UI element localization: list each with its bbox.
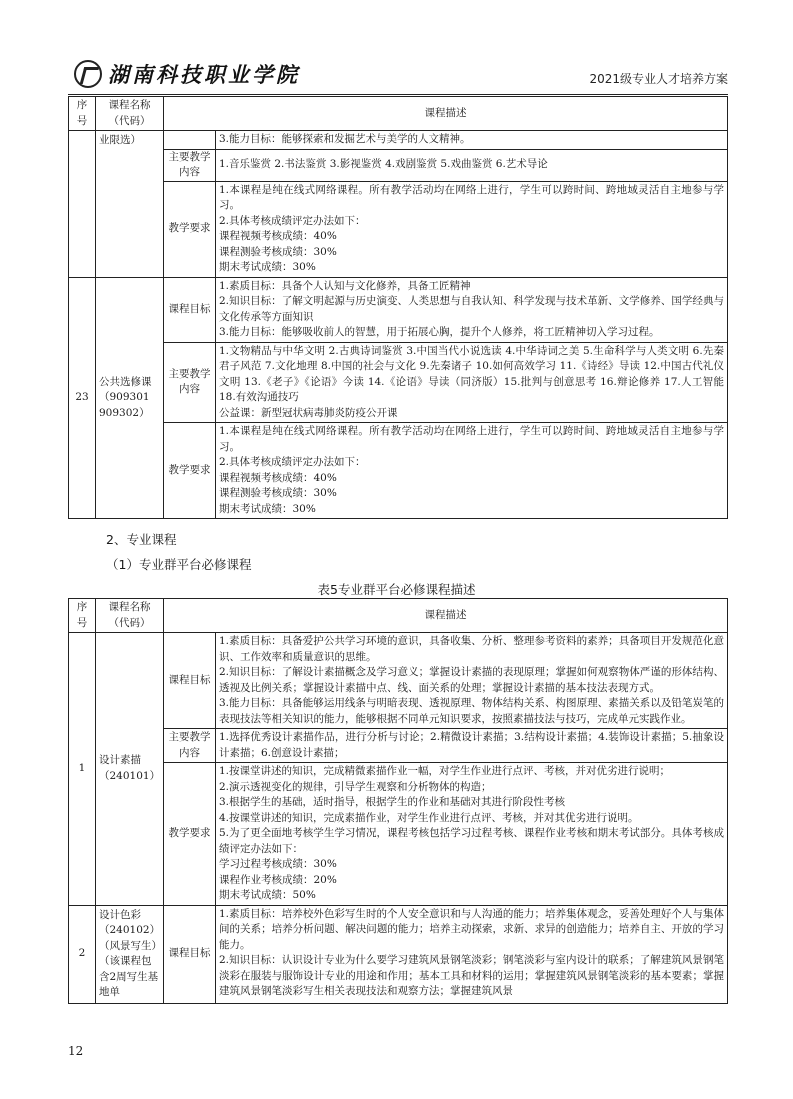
desc-line: 课程视频考核成绩：40% — [219, 471, 337, 484]
row-label: 教学要求 — [164, 181, 216, 277]
desc-line: 3.能力目标：能够探索和发掘艺术与美学的人文精神。 — [219, 133, 471, 145]
desc-line: 1.素质目标：培养校外色彩写生时的个人安全意识和与人沟通的能力；培养集体观念，妥善处理好个人与集体间的关系；培养分析问题、解决问题的能力；培养主动探索，求新、求异的创造能力；培养自主、开放的学习能力。 — [219, 907, 724, 951]
course-name: 设计素描（240101） — [96, 633, 164, 906]
school-logo-icon — [74, 60, 102, 88]
page-number: 12 — [68, 1044, 84, 1058]
row-label: 课程目标 — [164, 277, 216, 342]
desc-line: 1.本课程是纯在线式网络课程。所有教学活动均在网络上进行，学生可以跨时间、跨地域灵活自主地参与学习。 — [219, 183, 724, 211]
desc-line: 2.知识目标：认识设计专业为什么要学习建筑风景钢笔淡彩；钢笔淡彩与室内设计的联系；了解建筑风景钢笔淡彩在服装与服饰设计专业的用途和作用；基本工具和材料的运用；掌握建筑风景钢笔淡彩的基本要素；掌握建筑风景钢笔淡彩写生相关表现技法和观察方法；掌握建筑风景 — [219, 954, 724, 997]
header-desc: 课程描述 — [164, 97, 728, 131]
table-row — [69, 763, 728, 906]
desc-line: 1.文物精品与中华文明 2.古典诗词鉴赏 3.中国当代小说选读 4.中华诗词之美 5.生命科学与人类文明 6.先秦君子风范 7.文化地理 8.中国的社会与文化 9.先秦诸子 10.如何高效学习 11.《诗经》导读 12.中国古代礼仪文明 13.《老子》《论语》今读 14.《论语》导读（同济版）15.批判与创意思考 16.辩论修养 17.人工智能 18.有效沟通技巧 — [219, 344, 724, 403]
desc-line: 期末考试成绩：30% — [219, 502, 316, 515]
row-label — [164, 131, 216, 150]
row-no-cell — [69, 131, 96, 278]
table-row — [69, 131, 728, 150]
row-description — [216, 633, 728, 729]
document-title: 2021级专业人才培养方案 — [589, 72, 728, 86]
course-number: 23 — [69, 277, 96, 519]
desc-line: 3.能力目标：具备能够运用线条与明暗表现、透视原理、物体结构关系、构图原理、素描关系以及铅笔炭笔的表现技法等相关知识的能力，能够根据不同单元知识要求，按照素描技法与技巧，完成单元实践作业。 — [219, 697, 724, 725]
row-label: 主要教学内容 — [164, 149, 216, 181]
row-description — [216, 423, 728, 519]
row-label: 教学要求 — [164, 763, 216, 906]
desc-line: 1.音乐鉴赏 2.书法鉴赏 3.影视鉴赏 4.戏剧鉴赏 5.戏曲鉴赏 6.艺术导论 — [219, 158, 548, 171]
header-desc: 课程描述 — [164, 599, 728, 633]
course-table-platform-required — [68, 598, 728, 1004]
desc-line: 公益课：新型冠状病毒肺炎防疫公开课 — [219, 406, 398, 419]
row-description — [216, 763, 728, 906]
desc-line: 1.本课程是纯在线式网络课程。所有教学活动均在网络上进行，学生可以跨时间、跨地域灵活自主地参与学习。 — [219, 425, 724, 453]
table-row — [69, 342, 728, 423]
desc-line: 2.知识目标：了解设计素描概念及学习意义；掌握设计素描的表现原理；掌握如何观察物体严谨的形体结构、透视及比例关系；掌握设计素描中点、线、面关系的处理；掌握设计素描的基本技法表现方式。 — [219, 666, 724, 694]
table-row — [69, 905, 728, 1003]
desc-line: 期末考试成绩：30% — [219, 261, 316, 273]
desc-line: 3.根据学生的基础，适时指导，根据学生的作业和基础对其进行阶段性考核 — [219, 796, 566, 808]
table-row — [69, 181, 728, 277]
desc-line: 1.素质目标：具备爱护公共学习环境的意识，具备收集、分析、整理参考资料的素养；具备项目开发规范化意识、工作效率和质量意识的思维。 — [219, 635, 724, 663]
section-heading: 2、专业课程 — [106, 532, 177, 547]
desc-line: 4.按课堂讲述的知识，完成素描作业，对学生作业进行点评、考核，并对其优劣进行说明。 — [219, 811, 639, 824]
table-header-row — [69, 599, 728, 633]
row-description — [216, 277, 728, 342]
row-description — [216, 131, 728, 150]
row-label: 主要教学内容 — [164, 342, 216, 423]
school-name: 湖南科技职业学院 — [108, 62, 300, 87]
row-description — [216, 729, 728, 763]
subsection-heading: （1）专业群平台必修课程 — [106, 557, 252, 572]
header-no: 序号 — [69, 599, 96, 633]
desc-line: 2.具体考核成绩评定办法如下： — [219, 214, 366, 227]
desc-line: 期末考试成绩：50% — [219, 889, 316, 901]
row-label: 课程目标 — [164, 633, 216, 729]
desc-line: 2.知识目标：了解文明起源与历史演变、人类思想与自我认知、科学发现与技术革新、文学修养、国学经典与文化传承等方面知识 — [219, 295, 724, 323]
header-no: 序号 — [69, 97, 96, 131]
table-row — [69, 633, 728, 729]
desc-line: 5.为了更全面地考核学生学习情况，课程考核包括学习过程考核、课程作业考核和期末考试部分。具体考核成绩评定办法如下： — [219, 827, 724, 855]
course-number: 1 — [69, 633, 96, 906]
table-header-row — [69, 97, 728, 131]
course-name-continued: 业限选） — [96, 131, 164, 278]
row-description — [216, 905, 728, 1003]
course-number: 2 — [69, 905, 96, 1003]
row-label: 课程目标 — [164, 905, 216, 1003]
row-description — [216, 181, 728, 277]
desc-line: 课程测验考核成绩：30% — [219, 245, 337, 258]
desc-line: 2.具体考核成绩评定办法如下： — [219, 456, 366, 468]
desc-line: 1.选择优秀设计素描作品，进行分析与讨论；2.精微设计素描；3.结构设计素描；4.装饰设计素描；5.抽象设计素描；6.创意设计素描； — [219, 731, 724, 759]
course-name: 公共选修课（909301 909302） — [96, 277, 164, 519]
desc-line: 学习过程考核成绩：30% — [219, 858, 337, 870]
desc-line: 1.按课堂讲述的知识，完成精微素描作业一幅，对学生作业进行点评、考核，并对优劣进行说明； — [219, 765, 671, 777]
table-caption: 表5专业群平台必修课程描述 — [317, 582, 476, 597]
page-header — [68, 58, 728, 95]
row-label: 主要教学内容 — [164, 729, 216, 763]
row-description — [216, 149, 728, 181]
desc-line: 3.能力目标：能够吸收前人的智慧，用于拓展心胸，提升个人修养，将工匠精神切入学习过程。 — [219, 326, 660, 338]
table-row — [69, 423, 728, 519]
course-table-public-electives — [68, 96, 728, 519]
table-row — [69, 277, 728, 342]
desc-line: 2.演示透视变化的规律，引导学生观察和分析物体的构造； — [219, 780, 492, 793]
row-description — [216, 342, 728, 423]
row-label: 教学要求 — [164, 423, 216, 519]
table-row — [69, 149, 728, 181]
table-row — [69, 729, 728, 763]
header-name: 课程名称（代码） — [96, 97, 164, 131]
desc-line: 课程视频考核成绩：40% — [219, 230, 337, 242]
desc-line: 1.素质目标：具备个人认知与文化修养，具备工匠精神 — [219, 279, 471, 292]
desc-line: 课程作业考核成绩：20% — [219, 873, 337, 886]
header-name: 课程名称（代码） — [96, 599, 164, 633]
desc-line: 课程测验考核成绩：30% — [219, 487, 337, 499]
course-name: 设计色彩（240102）（风景写生）（该课程包含2周写生基地单 — [96, 905, 164, 1003]
